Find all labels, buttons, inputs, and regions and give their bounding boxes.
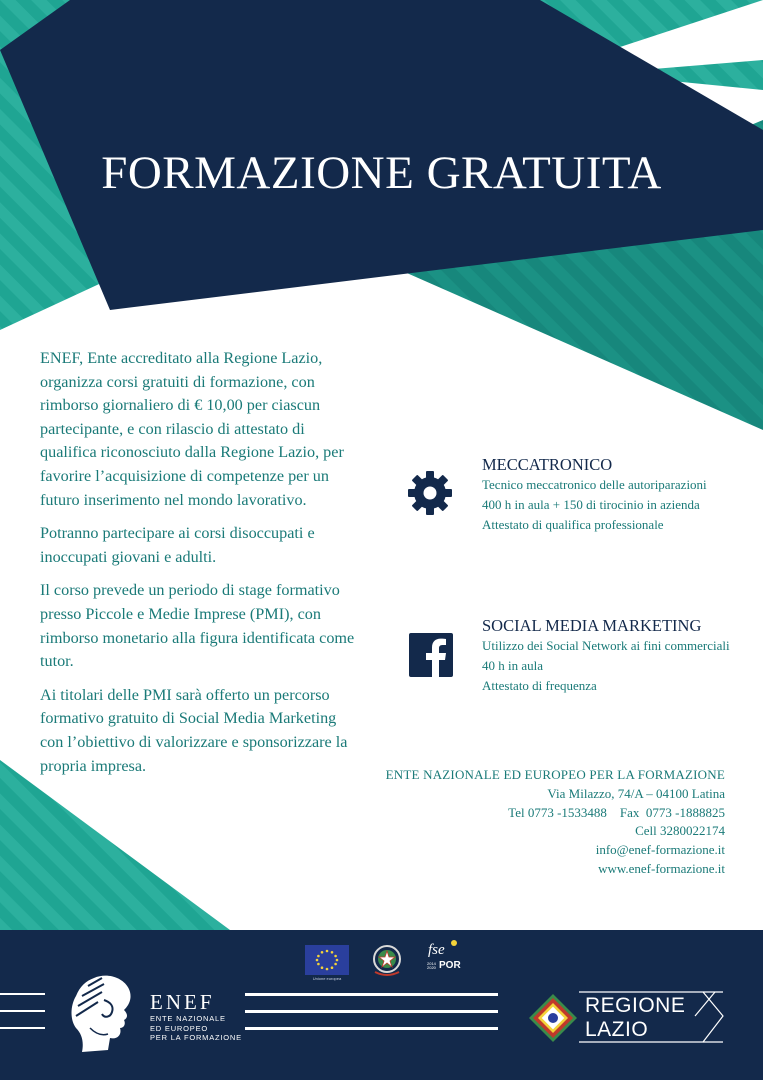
contact-block	[386, 766, 725, 879]
divider-line	[0, 1027, 45, 1029]
facebook-icon	[409, 633, 453, 677]
divider-line	[245, 993, 498, 996]
por-years: 2014 2020	[427, 961, 436, 970]
intro-paragraph: Ai titolari delle PMI sarà offerto un percorso formativo gratuito di Social Media Marketing con l’obiettivo di valorizzare e sponsorizzare la propria impresa.	[40, 685, 348, 775]
intro-text	[40, 347, 360, 788]
contact-org: ENTE NAZIONALE ED EUROPEO PER LA FORMAZIONE	[385, 767, 725, 782]
divider-line	[245, 1027, 498, 1030]
regione-lazio-frame	[575, 990, 727, 1044]
page-title: FORMAZIONE GRATUITA	[101, 147, 662, 199]
course-line: Attestato di frequenza	[482, 678, 597, 694]
course-social-media	[482, 616, 730, 697]
fse-logo-icon	[426, 938, 460, 960]
footer-bar	[0, 930, 763, 1080]
course-line: Attestato di qualifica professionale	[482, 517, 664, 533]
course-title: MECCATRONICO	[482, 455, 613, 474]
por-text: POR	[439, 960, 461, 971]
enef-head-logo	[68, 972, 142, 1056]
enef-subtitle: ENTE NAZIONALE ED EUROPEO PER LA FORMAZIONE	[150, 1014, 242, 1042]
contact-email[interactable]: info@enef-formazione.it	[595, 842, 725, 858]
contact-phone: Tel 0773 -1533488 Fax 0773 -1888825	[508, 804, 725, 820]
regione-lazio-text: REGIONE LAZIO	[585, 994, 686, 1041]
course-line: 40 h in aula	[482, 658, 544, 674]
contact-website[interactable]: www.enef-formazione.it	[598, 860, 725, 876]
contact-address: Via Milazzo, 74/A – 04100 Latina	[547, 785, 725, 801]
regione-lazio-emblem-icon	[528, 993, 578, 1043]
divider-line	[0, 993, 45, 995]
divider-line	[0, 1010, 45, 1012]
course-title: SOCIAL MEDIA MARKETING	[482, 616, 702, 635]
contact-cell: Cell 3280022174	[635, 823, 725, 839]
divider-line	[245, 1010, 498, 1013]
course-meccatronico	[482, 455, 707, 536]
italian-emblem-icon	[370, 942, 404, 978]
intro-paragraph: Il corso prevede un periodo di stage formativo presso Piccole e Medie Imprese (PMI), con rimborso monetario alla figura identificata come tutor.	[40, 581, 355, 671]
enef-name: ENEF	[150, 990, 215, 1014]
course-line: Utilizzo dei Social Network ai fini commerciali	[482, 638, 730, 653]
course-line: 400 h in aula + 150 di tirocinio in azienda	[482, 497, 700, 513]
eu-flag-icon	[305, 945, 349, 975]
course-line: Tecnico meccatronico delle autoriparazioni	[482, 477, 707, 492]
eu-caption: Unione europea	[312, 976, 342, 981]
intro-paragraph: ENEF, Ente accreditato alla Regione Lazio, organizza corsi gratuiti di formazione, con rimborso giornaliero di € 10,00 per ciascun partecipante, e con rilascio di attestato di qualifica riconosciuto dalla Regione Lazio, per favorire l’acquisizione di competenze per un futuro inserimento nel mondo lavorativo.	[40, 349, 344, 509]
gear-icon	[406, 469, 454, 517]
intro-paragraph: Potranno partecipare ai corsi disoccupati e inoccupati giovani e adulti.	[40, 524, 315, 566]
svg-text:fse: fse	[428, 942, 445, 958]
